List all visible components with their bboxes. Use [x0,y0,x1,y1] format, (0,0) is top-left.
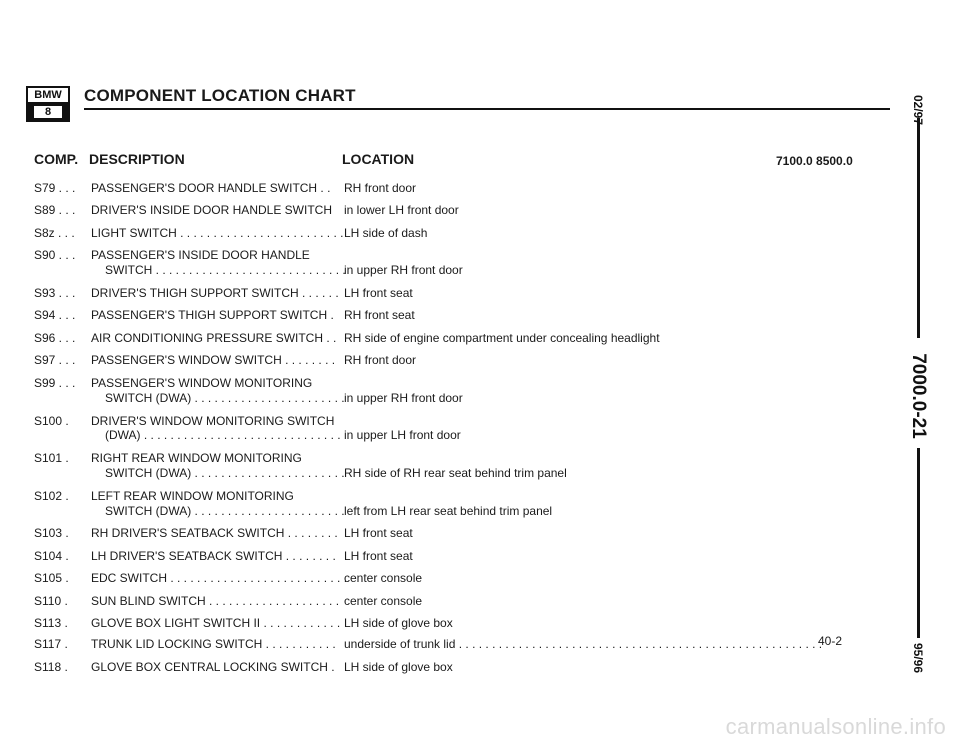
component-location: RH front seat [344,308,415,322]
component-description: PASSENGER'S DOOR HANDLE SWITCH . . [91,181,331,195]
side-date-top: 02/97 [911,94,925,126]
component-id: S102 . [34,489,69,503]
component-id: S96 . . . [34,331,76,345]
component-id: S110 . [34,594,68,608]
component-id: S79 . . . [34,181,76,195]
component-location: RH front door [344,181,417,195]
component-description-cont: SWITCH (DWA) . . . . . . . . . . . . . . . . . . . . . . . [105,466,345,480]
component-description: RIGHT REAR WINDOW MONITORING [91,451,302,465]
component-id: S97 . . . [34,353,76,367]
component-description: LEFT REAR WINDOW MONITORING [91,489,294,503]
component-location: LH front seat [344,526,413,540]
page-title: COMPONENT LOCATION CHART [84,86,356,105]
logo-top-text: BMW [28,88,68,104]
component-description: LH DRIVER'S SEATBACK SWITCH . . . . . . . . [91,549,336,563]
component-description: LIGHT SWITCH . . . . . . . . . . . . . . . . . . . . . . . . . [91,226,344,240]
component-id: S100 . [34,414,69,428]
component-location: in upper LH front door [344,428,461,442]
component-id: S104 . [34,549,69,563]
component-description: TRUNK LID LOCKING SWITCH . . . . . . . . . . . [91,637,336,651]
component-description: EDC SWITCH . . . . . . . . . . . . . . . . . . . . . . . . . . . [91,571,348,585]
component-location: center console [344,594,423,608]
component-description: GLOVE BOX LIGHT SWITCH II . . . . . . . . . . . . [91,616,341,630]
component-id: S99 . . . [34,376,76,390]
component-description: RH DRIVER'S SEATBACK SWITCH . . . . . . . . [91,526,338,540]
column-header-description: DESCRIPTION [89,151,185,167]
component-location: center console [344,571,423,585]
logo-bottom-text: 8 [34,106,62,118]
column-header-location: LOCATION [342,151,415,167]
component-description: DRIVER'S INSIDE DOOR HANDLE SWITCH [91,203,332,217]
component-description-cont: SWITCH (DWA) . . . . . . . . . . . . . . . . . . . . . . . [105,391,345,405]
bmw-logo [26,86,70,122]
component-location: LH side of glove box [344,616,453,630]
component-description: PASSENGER'S WINDOW SWITCH . . . . . . . . [91,353,336,367]
component-id: S89 . . . [34,203,76,217]
component-location: LH front seat [344,549,413,563]
component-location: underside of trunk lid . . . . . . . . . . . . . . . . . . . . . . . . . . . . . . . . . . . . . . . . . . . . . . . . . . . . . . . [344,637,823,651]
component-description-cont: (DWA) . . . . . . . . . . . . . . . . . . . . . . . . . . . . . . [105,428,341,442]
title-rule [84,108,890,110]
component-description: PASSENGER'S WINDOW MONITORING [91,376,313,390]
component-description: AIR CONDITIONING PRESSURE SWITCH . . [91,331,337,345]
side-rule-bottom [917,448,920,638]
component-id: S101 . [34,451,69,465]
side-date-bottom: 95/96 [911,642,925,674]
component-location: in lower LH front door [344,203,459,217]
component-description-cont: SWITCH . . . . . . . . . . . . . . . . . . . . . . . . . . . . . [105,263,346,277]
component-location: in upper RH front door [344,263,463,277]
component-location: RH side of RH rear seat behind trim panel [344,466,567,480]
page-number: 40-2 [818,634,843,648]
column-header-models: 7100.0 8500.0 [776,154,853,168]
component-id: S93 . . . [34,286,76,300]
watermark: carmanualsonline.info [725,714,946,739]
side-section-number: 7000.0-21 [908,353,929,439]
component-id: S103 . [34,526,69,540]
component-description: DRIVER'S THIGH SUPPORT SWITCH . . . . . . [91,286,339,300]
component-id: S90 . . . [34,248,76,262]
component-id: S94 . . . [34,308,76,322]
component-location: LH side of dash [344,226,428,240]
component-description: SUN BLIND SWITCH . . . . . . . . . . . . . . . . . . . . [91,594,340,608]
component-location: in upper RH front door [344,391,463,405]
component-description: PASSENGER'S THIGH SUPPORT SWITCH . [91,308,334,322]
component-id: S113 . [34,616,68,630]
component-description-cont: SWITCH (DWA) . . . . . . . . . . . . . . . . . . . . . . . [105,504,345,518]
component-id: S8z . . . [34,226,75,240]
component-description: GLOVE BOX CENTRAL LOCKING SWITCH . [91,660,335,674]
component-location: LH front seat [344,286,413,300]
component-id: S117 . [34,637,68,651]
component-description: DRIVER'S WINDOW MONITORING SWITCH [91,414,335,428]
component-id: S118 . [34,660,68,674]
side-rule-top [917,118,920,338]
component-id: S105 . [34,571,69,585]
component-location: LH side of glove box [344,660,453,674]
component-location: RH front door [344,353,417,367]
column-header-comp: COMP. [34,151,79,167]
component-location: RH side of engine compartment under concealing headlight [344,331,660,345]
component-location: left from LH rear seat behind trim panel [344,504,553,518]
component-description: PASSENGER'S INSIDE DOOR HANDLE [91,248,310,262]
